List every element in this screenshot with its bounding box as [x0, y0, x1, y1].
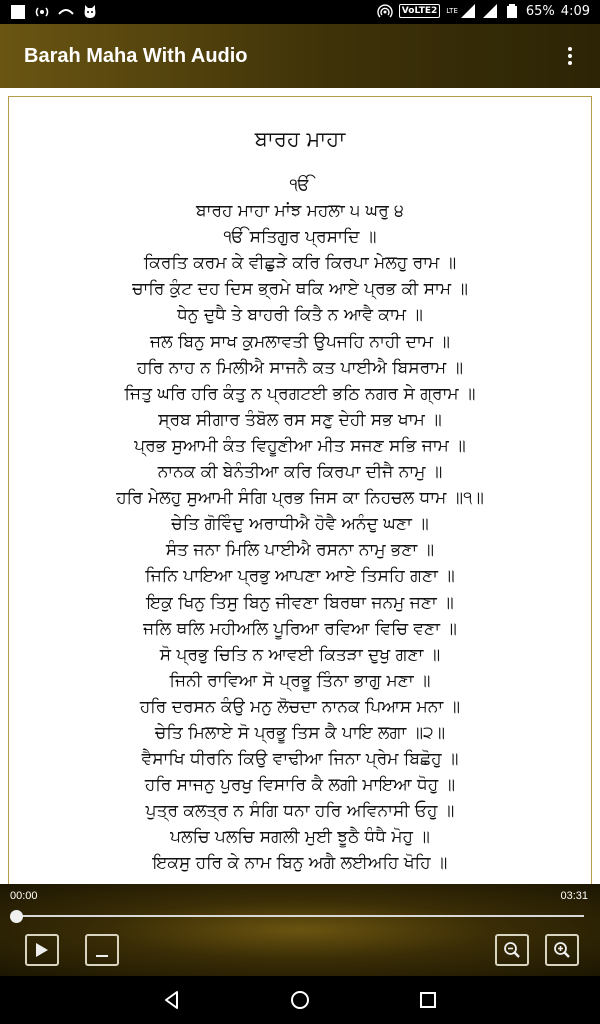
overflow-menu-icon[interactable]	[558, 44, 582, 68]
gurbani-line: ੴ	[289, 175, 311, 195]
gurbani-line: ਪ੍ਰਭ ਸੁਆਮੀ ਕੰਤ ਵਿਹੂਣੀਆ ਮੀਤ ਸਜਣ ਸਭਿ ਜਾਮ ॥	[134, 435, 466, 456]
gurbani-line: ਧੇਨੁ ਦੁਧੈ ਤੇ ਬਾਹਰੀ ਕਿਤੈ ਨ ਆਵੈ ਕਾਮ ॥	[177, 305, 423, 326]
gurbani-line: ਨਾਨਕ ਕੀ ਬੇਨੰਤੀਆ ਕਰਿ ਕਿਰਪਾ ਦੀਜੈ ਨਾਮੁ ॥	[157, 462, 443, 483]
seek-bar[interactable]	[16, 915, 584, 917]
play-button[interactable]	[25, 934, 59, 966]
battery-percent: 65%	[525, 3, 555, 19]
recents-icon[interactable]	[418, 990, 438, 1010]
gurbani-line: ਚੇਤਿ ਗੋਵਿੰਦੁ ਅਰਾਧੀਐ ਹੋਵੈ ਅਨੰਦੁ ਘਣਾ ॥	[171, 514, 429, 535]
minimize-button[interactable]	[85, 934, 119, 966]
gurbani-line: ਪੁਤ੍ਰ ਕਲਤ੍ਰ ਨ ਸੰਗਿ ਧਨਾ ਹਰਿ ਅਵਿਨਾਸੀ ਓਹੁ ॥	[145, 801, 455, 822]
minimize-icon	[94, 942, 110, 958]
app-title: Barah Maha With Audio	[24, 45, 248, 67]
gurbani-line: ਵੈਸਾਖਿ ਧੀਰਨਿ ਕਿਉ ਵਾਢੀਆ ਜਿਨਾ ਪ੍ਰੇਮ ਬਿਛੋਹੁ ॥	[141, 749, 459, 770]
gurbani-line: ਪਲਚਿ ਪਲਚਿ ਸਗਲੀ ਮੁਈ ਝੂਠੈ ਧੰਧੈ ਮੋਹੁ ॥	[170, 827, 430, 848]
battery-icon	[504, 3, 520, 19]
image-notification-icon	[10, 4, 26, 20]
gurbani-lines	[9, 172, 591, 877]
gurbani-line: ਸ੍ਰਬ ਸੀਗਾਰ ਤੰਬੋਲ ਰਸ ਸਣੁ ਦੇਹੀ ਸਭ ਖਾਮ ॥	[158, 409, 442, 430]
status-bar	[0, 0, 600, 24]
signal-icon-2	[482, 3, 498, 19]
lte-label: LTE	[446, 7, 458, 15]
gurbani-line: ਹਰਿ ਮੇਲਹੁ ਸੁਆਮੀ ਸੰਗਿ ਪ੍ਰਭ ਜਿਸ ਕਾ ਨਿਹਚਲ ਧਾਮ ॥੧॥	[116, 488, 484, 509]
gurbani-line: ਕਿਰਤਿ ਕਰਮ ਕੇ ਵੀਛੁੜੇ ਕਰਿ ਕਿਰਪਾ ਮੇਲਹੁ ਰਾਮ ॥	[143, 253, 457, 274]
zoom-out-button[interactable]	[495, 934, 529, 966]
back-icon[interactable]	[162, 990, 182, 1010]
cat-notification-icon	[82, 4, 98, 20]
gurbani-line: ਜਿਨਿ ਪਾਇਆ ਪ੍ਰਭੁ ਆਪਣਾ ਆਏ ਤਿਸਹਿ ਗਣਾ ॥	[145, 566, 455, 587]
gurbani-line: ਹਰਿ ਨਾਹ ਨ ਮਿਲੀਐ ਸਾਜਨੈ ਕਤ ਪਾਈਐ ਬਿਸਰਾਮ ॥	[136, 357, 464, 378]
gurbani-line: ਸੰਤ ਜਨਾ ਮਿਲਿ ਪਾਈਐ ਰਸਨਾ ਨਾਮੁ ਭਣਾ ॥	[165, 540, 435, 561]
zoom-in-icon	[553, 941, 571, 959]
zoom-in-button[interactable]	[545, 934, 579, 966]
navigation-bar	[0, 976, 600, 1024]
gurbani-line: ਜਿਤੁ ਘਰਿ ਹਰਿ ਕੰਤੁ ਨ ਪ੍ਰਗਟਈ ਭਠਿ ਨਗਰ ਸੇ ਗ੍ਰਾਮ ॥	[124, 383, 476, 404]
gurbani-line: ਸੋ ਪ੍ਰਭੁ ਚਿਤਿ ਨ ਆਵਈ ਕਿਤੜਾ ਦੁਖੁ ਗਣਾ ॥	[159, 644, 441, 665]
gurbani-line: ਇਕੁ ਖਿਨੁ ਤਿਸੁ ਬਿਨੁ ਜੀਵਣਾ ਬਿਰਥਾ ਜਨਮੁ ਜਣਾ ॥	[146, 592, 454, 613]
radio-broadcast-icon	[34, 4, 50, 20]
clock: 4:09	[560, 3, 590, 19]
gurbani-line: ਜਲਿ ਥਲਿ ਮਹੀਅਲਿ ਪੂਰਿਆ ਰਵਿਆ ਵਿਚਿ ਵਣਾ ॥	[143, 618, 457, 639]
zoom-out-icon	[503, 941, 521, 959]
home-icon[interactable]	[290, 990, 310, 1010]
system-status	[377, 3, 590, 19]
app-notification-icon	[58, 4, 74, 20]
page-title: ਬਾਰਹ ਮਾਹਾ	[254, 127, 346, 151]
volte-badge: VoLTE2	[399, 4, 440, 18]
total-time: 03:31	[560, 890, 588, 902]
gurbani-line: ਇਕਸੁ ਹਰਿ ਕੇ ਨਾਮ ਬਿਨੁ ਅਗੈ ਲਈਅਹਿ ਖੋਹਿ ॥	[152, 853, 448, 874]
notification-icons	[10, 4, 98, 20]
gurbani-line: ਚਾਰਿ ਕੁੰਟ ਦਹ ਦਿਸ ਭ੍ਰਮੇ ਥਕਿ ਆਏ ਪ੍ਰਭ ਕੀ ਸਾਮ ॥	[132, 279, 468, 300]
gurbani-line: ਜਲ ਬਿਨੁ ਸਾਖ ਕੁਮਲਾਵਤੀ ਉਪਜਹਿ ਨਾਹੀ ਦਾਮ ॥	[150, 331, 450, 352]
current-time: 00:00	[10, 890, 38, 902]
text-card[interactable]	[8, 96, 592, 884]
play-icon	[35, 942, 49, 958]
gurbani-line: ਜਿਨੀ ਰਾਵਿਆ ਸੋ ਪ੍ਰਭੂ ਤਿੰਨਾ ਭਾਗੁ ਮਣਾ ॥	[169, 670, 431, 691]
audio-player	[0, 884, 600, 976]
gurbani-line: ਹਰਿ ਸਾਜਨੁ ਪੁਰਖੁ ਵਿਸਾਰਿ ਕੈ ਲਗੀ ਮਾਇਆ ਧੋਹੁ ॥	[144, 775, 456, 796]
hotspot-icon	[377, 3, 393, 19]
gurbani-line: ਹਰਿ ਦਰਸਨ ਕੰਉ ਮਨੁ ਲੋਚਦਾ ਨਾਨਕ ਪਿਆਸ ਮਨਾ ॥	[139, 696, 461, 717]
gurbani-line: ਚੇਤਿ ਮਿਲਾਏ ਸੋ ਪ੍ਰਭੂ ਤਿਸ ਕੈ ਪਾਇ ਲਗਾ ॥੨॥	[154, 722, 446, 743]
gurbani-line: ਬਾਰਹ ਮਾਹਾ ਮਾਂਝ ਮਹਲਾ ੫ ਘਰੁ ੪	[196, 201, 404, 222]
signal-icon	[460, 3, 476, 19]
gurbani-line: ੴ ਸਤਿਗੁਰ ਪ੍ਰਸਾਦਿ ॥	[223, 227, 377, 248]
app-bar	[0, 24, 600, 88]
seek-thumb[interactable]	[10, 910, 23, 923]
